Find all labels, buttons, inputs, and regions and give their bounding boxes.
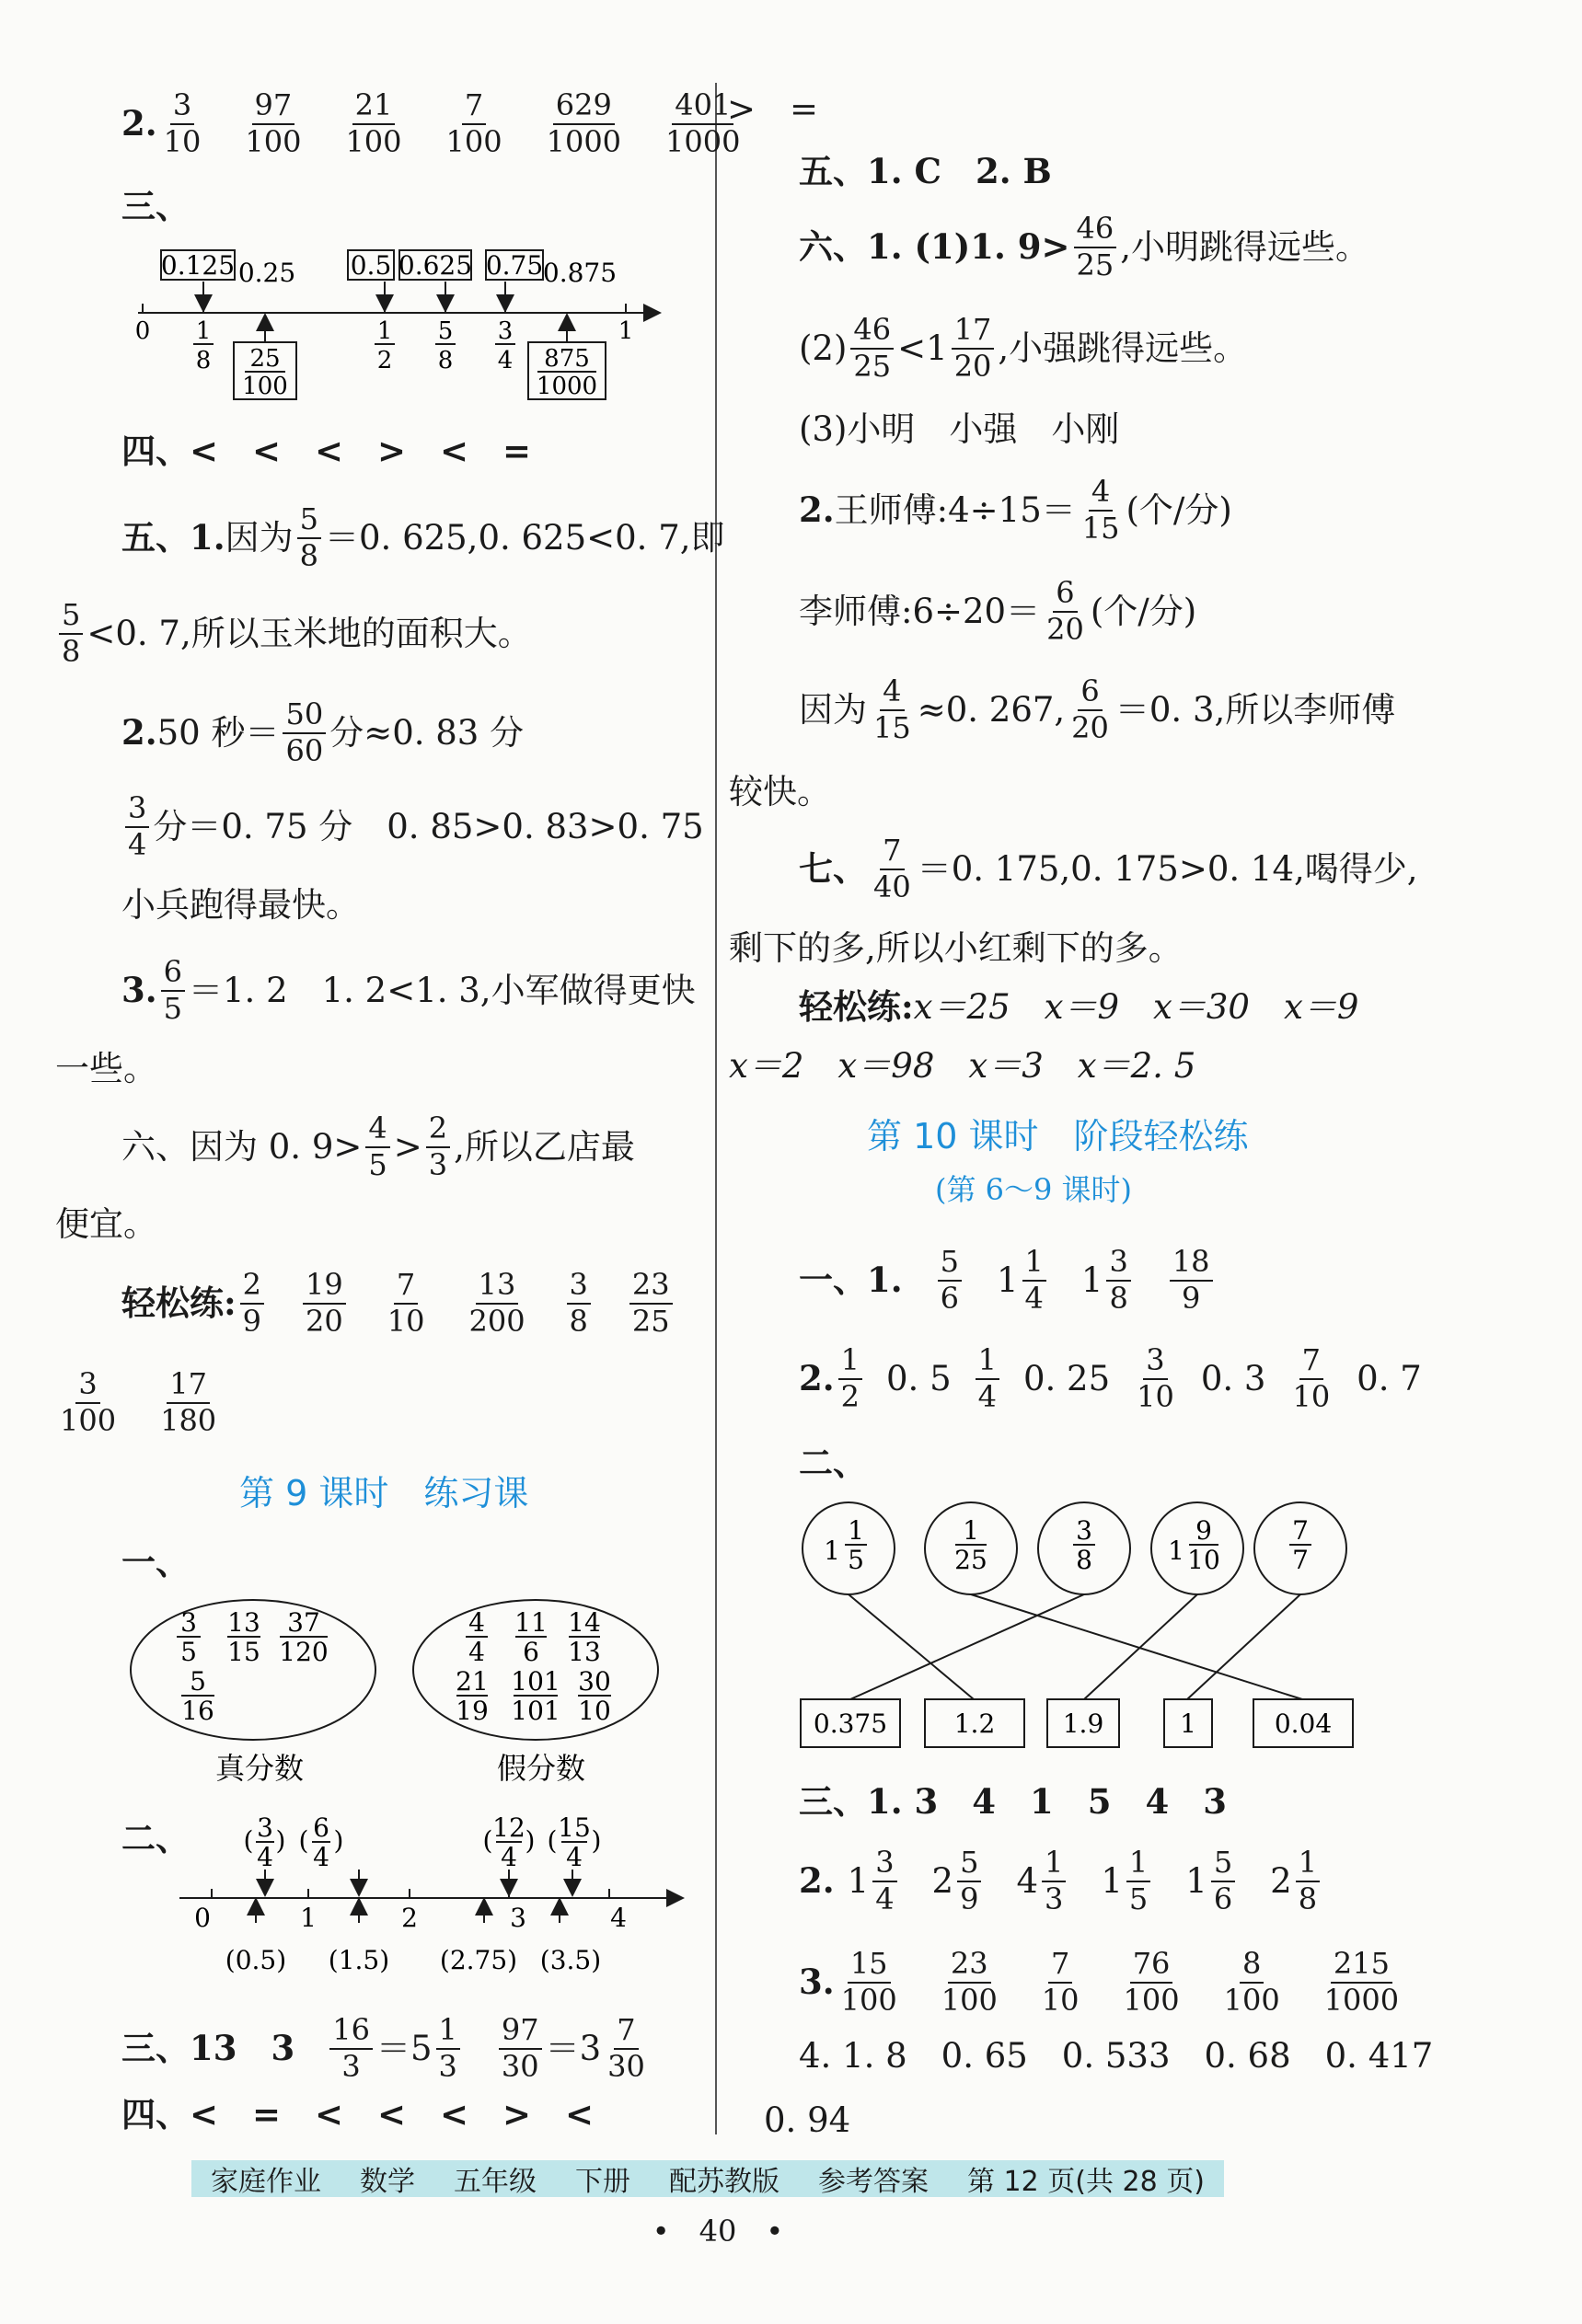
- svg-text:7: 7: [1292, 1515, 1309, 1546]
- svg-text:1: 1: [1168, 1536, 1184, 1566]
- number-line-2: [175, 1803, 690, 1978]
- footer-item: 第 12 页(共 28 页): [967, 2166, 1205, 2198]
- svg-text:1: 1: [300, 1903, 317, 1933]
- left-line-18: 四、< = < < < > <: [121, 2094, 595, 2134]
- right-line-19: 3. 15 100 23 100 7 10 76 100 8 100 215 1000: [799, 1946, 1400, 2018]
- svg-text:10: 10: [1187, 1545, 1220, 1575]
- footer-item: 参考答案: [818, 2166, 929, 2198]
- right-line-6: 2. 王师傅:4÷15＝ 4 15 (个/分): [799, 474, 1232, 546]
- right-line-2: 五、1. C 2. B: [799, 151, 1052, 191]
- footer-item: 数学: [360, 2166, 415, 2198]
- footer-item: 配苏教版: [669, 2166, 779, 2198]
- right-line-1: > =: [727, 89, 819, 129]
- svg-text:1: 1: [963, 1515, 979, 1546]
- left-line-16: 二、: [121, 1818, 190, 1858]
- number-line-1: [120, 239, 672, 409]
- svg-text:25: 25: [249, 345, 281, 373]
- lesson-10-title: 第 10 课时 阶段轻松练: [867, 1116, 1249, 1156]
- svg-text:16: 16: [181, 1696, 214, 1726]
- left-line-2: 三、: [121, 186, 190, 226]
- fraction: 3 10: [163, 87, 202, 159]
- svg-text:2: 2: [376, 347, 393, 374]
- left-line-11: 六、因为 0. 9> 4 5 > 2 3 ,所以乙店最: [121, 1110, 635, 1182]
- right-line-9: 较快。: [729, 772, 831, 811]
- right-line-21: 0. 94: [764, 2100, 851, 2140]
- left-line-6: 2. 50 秒＝ 50 60 分≈0. 83 分: [121, 696, 525, 768]
- svg-text:): ): [591, 1825, 602, 1856]
- footer-item: 家庭作业: [211, 2166, 321, 2198]
- left-line-3: 四、< < < > < =: [121, 431, 532, 471]
- svg-text:3: 3: [510, 1903, 526, 1933]
- right-line-4: (2) 46 25 <1 17 20 ,小强跳得远些。: [799, 312, 1248, 384]
- svg-text:101: 101: [511, 1696, 560, 1726]
- svg-text:3: 3: [257, 1812, 273, 1843]
- left-line-14: 3 100 17 180: [60, 1366, 217, 1438]
- right-line-7: 李师傅:6÷20＝ 6 20 (个/分): [799, 575, 1197, 647]
- fraction-ellipses: [120, 1596, 690, 1812]
- lesson-9-title: 第 9 课时 练习课: [239, 1473, 529, 1513]
- left-line-10: 一些。: [55, 1049, 157, 1088]
- left-line-5: 5 8 <0. 7,所以玉米地的面积大。: [55, 600, 532, 667]
- svg-text:1: 1: [376, 317, 393, 345]
- svg-text:2: 2: [401, 1903, 418, 1933]
- svg-text:6: 6: [523, 1637, 539, 1667]
- right-line-12: 轻松练: x＝25 x＝9 x＝30 x＝9: [799, 986, 1359, 1027]
- right-line-5: (3)小明 小强 小刚: [799, 409, 1120, 449]
- svg-text:(3.5): (3.5): [539, 1945, 602, 1975]
- svg-text:4: 4: [610, 1903, 627, 1933]
- right-line-17: 三、1. 3 4 1 5 4 3: [799, 1781, 1227, 1822]
- svg-text:13: 13: [568, 1637, 601, 1667]
- left-line-1: 2. 3 10 97 100 21 100 7 100 629 1000 401 1000: [121, 87, 741, 159]
- svg-text:0: 0: [134, 317, 151, 345]
- svg-text:4: 4: [468, 1637, 485, 1667]
- svg-text:(: (: [298, 1825, 309, 1856]
- svg-text:(1.5): (1.5): [328, 1945, 390, 1975]
- svg-text:0.5: 0.5: [350, 250, 392, 281]
- left-line-12: 便宜。: [55, 1204, 157, 1244]
- svg-text:1: 1: [1180, 1708, 1196, 1739]
- svg-text:1: 1: [195, 317, 212, 345]
- svg-text:37: 37: [287, 1607, 320, 1638]
- svg-text:7: 7: [1292, 1545, 1309, 1575]
- footer-item: 五年级: [454, 2166, 537, 2198]
- svg-text:8: 8: [437, 347, 454, 374]
- left-line-4: 五、1. 因为 5 8 ＝0. 625,0. 625<0. 7,即: [121, 501, 725, 573]
- svg-text:120: 120: [279, 1637, 329, 1667]
- svg-text:21: 21: [456, 1666, 489, 1697]
- svg-text:3: 3: [1076, 1515, 1092, 1546]
- right-line-20: 4. 1. 8 0. 65 0. 533 0. 68 0. 417: [799, 2036, 1434, 2076]
- svg-text:10: 10: [578, 1696, 611, 1726]
- svg-text:1000: 1000: [536, 373, 598, 400]
- svg-text:3: 3: [180, 1607, 197, 1638]
- svg-text:8: 8: [195, 347, 212, 374]
- footer-item: 下册: [575, 2166, 630, 2198]
- right-line-16: 二、: [799, 1443, 867, 1483]
- svg-text:3: 3: [497, 317, 514, 345]
- svg-text:15: 15: [558, 1812, 591, 1843]
- svg-text:4: 4: [497, 347, 514, 374]
- lesson-10-subtitle: (第 6～9 课时): [935, 1172, 1133, 1207]
- right-line-10: 七、 7 40 ＝0. 175,0. 175>0. 14,喝得少,: [799, 833, 1418, 904]
- svg-text:4: 4: [468, 1607, 485, 1638]
- svg-text:0.25: 0.25: [237, 258, 296, 288]
- right-line-15: 2. 1 2 0. 5 1 4 0. 25 3 10 0. 3 7 10 0. 7: [799, 1342, 1422, 1414]
- left-line-17: 三、13 3 16 3 ＝5 1 3 97 30 ＝3 7 30: [121, 2012, 645, 2084]
- svg-text:(2.75): (2.75): [439, 1945, 518, 1975]
- svg-text:101: 101: [511, 1666, 560, 1697]
- svg-text:30: 30: [578, 1666, 611, 1697]
- svg-text:(: (: [547, 1825, 558, 1856]
- svg-text:11: 11: [514, 1607, 548, 1638]
- svg-text:0: 0: [194, 1903, 211, 1933]
- svg-text:15: 15: [227, 1637, 260, 1667]
- svg-text:875: 875: [544, 345, 590, 373]
- svg-text:0.125: 0.125: [160, 250, 236, 281]
- svg-text:(0.5): (0.5): [225, 1945, 287, 1975]
- svg-text:4: 4: [501, 1842, 517, 1872]
- svg-text:): ): [275, 1825, 286, 1856]
- svg-text:): ): [525, 1825, 536, 1856]
- svg-text:9: 9: [1195, 1515, 1212, 1546]
- left-line-13: 轻松练: 2 9 19 20 7 10 13 200 3 8 23 25: [121, 1270, 676, 1337]
- svg-text:0.375: 0.375: [813, 1708, 888, 1739]
- svg-text:4: 4: [566, 1842, 583, 1872]
- svg-text:6: 6: [313, 1812, 329, 1843]
- svg-text:4: 4: [257, 1842, 273, 1872]
- left-line-9: 3. 6 5 ＝1. 2 1. 2<1. 3,小军做得更快: [121, 954, 696, 1026]
- svg-text:1: 1: [824, 1536, 840, 1566]
- svg-text:1.2: 1.2: [953, 1708, 996, 1739]
- svg-text:5: 5: [848, 1545, 864, 1575]
- svg-text:): ): [333, 1825, 344, 1856]
- footer-banner: [191, 2160, 1224, 2197]
- svg-text:25: 25: [954, 1545, 987, 1575]
- svg-text:100: 100: [242, 373, 288, 400]
- svg-text:5: 5: [180, 1637, 197, 1667]
- svg-text:13: 13: [227, 1607, 260, 1638]
- svg-text:(: (: [243, 1825, 254, 1856]
- svg-text:19: 19: [456, 1696, 489, 1726]
- left-line-8: 小兵跑得最快。: [121, 885, 360, 925]
- svg-text:12: 12: [492, 1812, 525, 1843]
- svg-text:4: 4: [313, 1842, 329, 1872]
- page-number: • 40 •: [652, 2214, 784, 2249]
- svg-text:14: 14: [568, 1607, 601, 1638]
- right-line-3: 六、1. (1)1. 9> 46 25 ,小明跳得远些。: [799, 211, 1370, 282]
- right-line-18: 2. 1 3 4 2 5 9 4 1 3 1 1 5 1 5 6 2 1 8: [799, 1847, 1323, 1915]
- svg-text:5: 5: [190, 1666, 206, 1697]
- right-line-8: 因为 $\frac{4}{15}$ ≈0. 267, 6 20 ＝0. 3,所以李师傅: [799, 673, 1396, 745]
- right-line-14: 一、1. 5 6 1 1 4 1 3 8 18 9: [799, 1247, 1217, 1314]
- svg-text:(: (: [482, 1825, 493, 1856]
- svg-text:1.9: 1.9: [1062, 1708, 1104, 1739]
- svg-text:假分数: 假分数: [496, 1751, 586, 1786]
- svg-text:0.75: 0.75: [485, 250, 544, 281]
- matching-diagram: [791, 1495, 1380, 1762]
- left-line-15: 一、: [121, 1542, 190, 1582]
- right-line-13: x＝2 x＝98 x＝3 x＝2. 5: [729, 1046, 1196, 1086]
- column-divider: [715, 83, 717, 2134]
- svg-text:0.625: 0.625: [398, 250, 473, 281]
- svg-text:5: 5: [437, 317, 454, 345]
- svg-text:0.04: 0.04: [1274, 1708, 1333, 1739]
- left-line-7: 3 4 分＝0. 75 分 0. 85>0. 83>0. 75: [121, 793, 704, 860]
- svg-text:1: 1: [848, 1515, 864, 1546]
- right-line-11: 剩下的多,所以小红剩下的多。: [729, 928, 1183, 968]
- svg-text:真分数: 真分数: [214, 1751, 305, 1786]
- svg-text:8: 8: [1076, 1545, 1092, 1575]
- svg-text:1: 1: [618, 317, 634, 345]
- svg-text:0.875: 0.875: [542, 258, 618, 288]
